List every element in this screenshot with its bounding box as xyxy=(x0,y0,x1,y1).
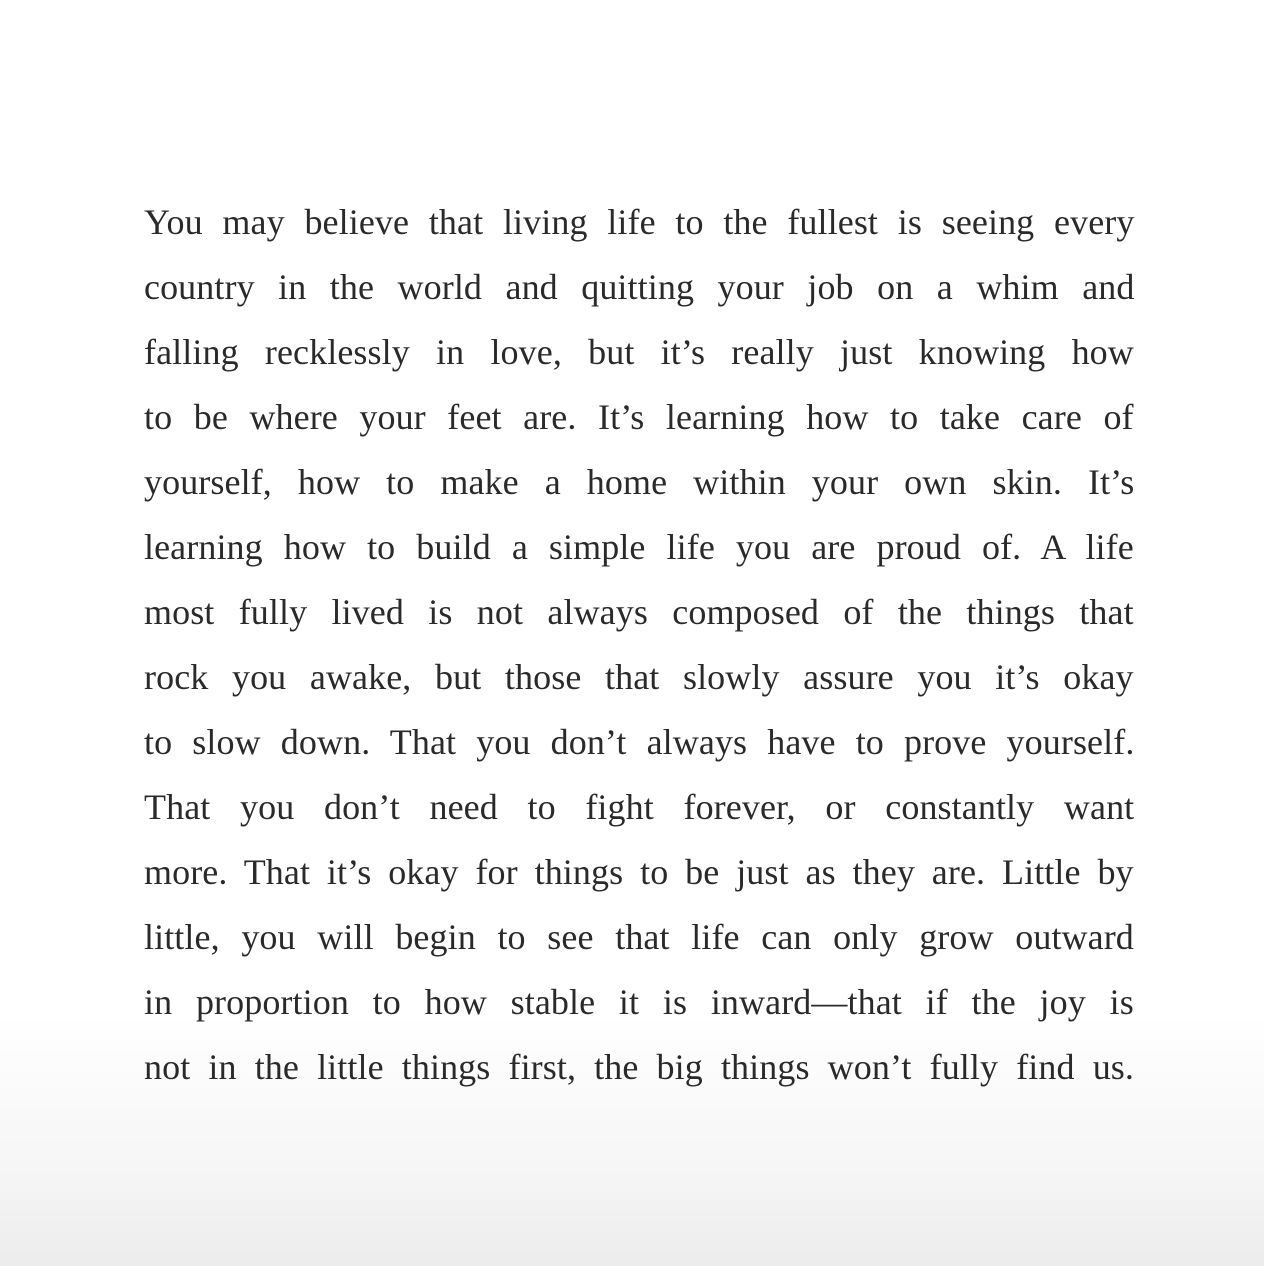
paragraph-line: You may believe that living life to the fullest is seeing every xyxy=(144,202,1135,242)
paragraph-line: to be where your feet are. It’s learning how to take care of xyxy=(144,397,1134,437)
paragraph-line: more. That it’s okay for things to be just as they are. Little by xyxy=(144,852,1134,892)
paragraph-line: rock you awake, but those that slowly assure you it’s okay xyxy=(144,657,1134,697)
paragraph-line: That you don’t need to fight forever, or constantly want xyxy=(144,787,1135,827)
paragraph-line: yourself, how to make a home within your own skin. It’s xyxy=(144,462,1135,502)
paragraph-line: falling recklessly in love, but it’s really just knowing how xyxy=(144,332,1134,372)
paragraph-line: learning how to build a simple life you are proud of. A life xyxy=(144,527,1134,567)
paragraph-line: most fully lived is not always composed of the things that xyxy=(144,592,1134,632)
paragraph-line: to slow down. That you don’t always have to prove yourself. xyxy=(144,722,1135,762)
paragraph-line: country in the world and quitting your job on a whim and xyxy=(144,267,1135,307)
paragraph-line: little, you will begin to see that life can only grow outward xyxy=(144,917,1134,957)
paragraph-line: not in the little things first, the big things won’t fully find us. xyxy=(144,1047,1135,1087)
paragraph xyxy=(144,190,1134,1100)
paragraph-line: in proportion to how stable it is inward—that if the joy is xyxy=(144,982,1134,1022)
